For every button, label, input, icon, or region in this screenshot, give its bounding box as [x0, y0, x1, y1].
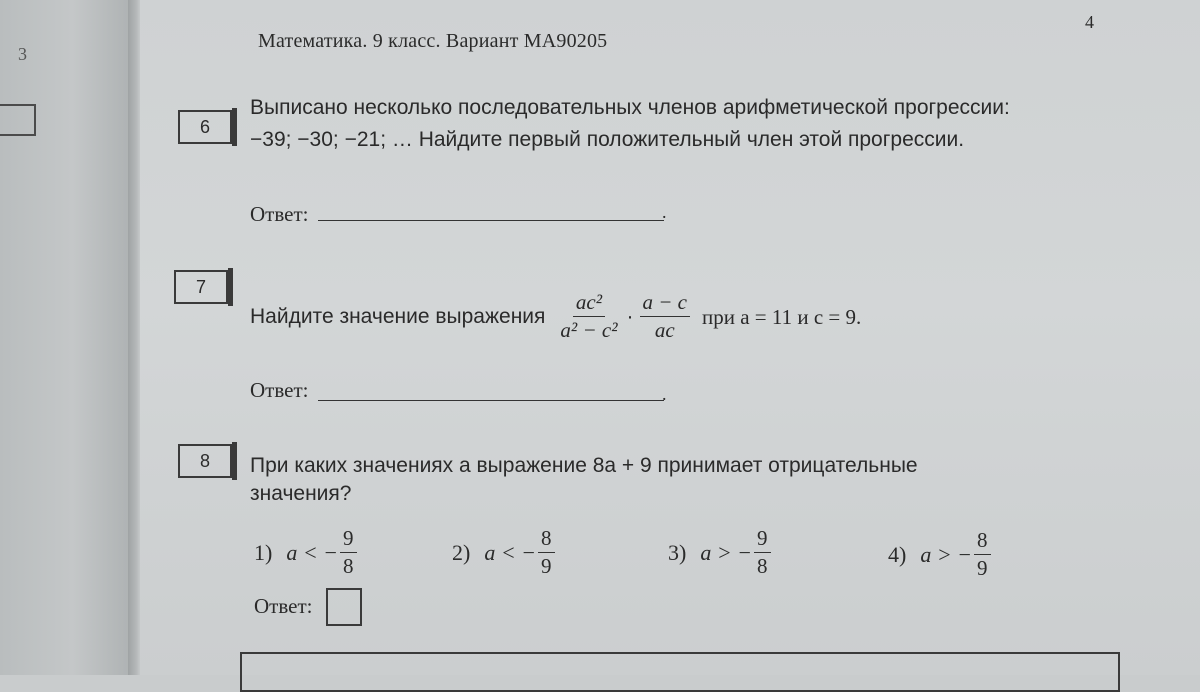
task-6-answer-label: Ответ: — [250, 202, 309, 226]
task-6-answer-period: . — [662, 202, 667, 222]
option-3-fraction — [754, 528, 771, 577]
option-4-denominator: 9 — [977, 556, 988, 580]
option-1-fraction — [340, 528, 357, 577]
task-6-line-2: −39; −30; −21; … Найдите первый положительный член этой прогрессии. — [250, 128, 965, 151]
task-6-line-1: Выписано несколько последовательных членов арифметической прогрессии: — [250, 96, 1010, 119]
task-8-option-3 — [668, 528, 771, 577]
left-page-number: 3 — [18, 44, 27, 64]
option-4-number: 4) — [888, 541, 907, 567]
task-7-answer-field[interactable] — [318, 400, 664, 401]
task-7-multiply-dot: · — [626, 304, 634, 328]
task-6-answer-field[interactable] — [318, 220, 664, 221]
option-2-number: 2) — [452, 539, 471, 565]
option-4-fraction — [974, 530, 991, 579]
task-8-option-4 — [888, 530, 991, 579]
option-3-numerator: 9 — [754, 528, 771, 553]
page-number: 4 — [1085, 12, 1094, 32]
option-2-numerator: 8 — [538, 528, 555, 553]
task-8-option-2 — [452, 528, 555, 577]
task-6-number-box: 6 — [178, 110, 232, 144]
option-2-lhs: a < − — [484, 539, 537, 565]
task-7-number-box: 7 — [174, 270, 228, 304]
task-7-fraction-1-denominator: a² − c² — [560, 318, 618, 342]
option-3-denominator: 8 — [757, 554, 768, 578]
task-7-prefix: Найдите значение выражения — [250, 304, 546, 328]
task-8-option-1 — [254, 528, 357, 577]
option-4-lhs: a > − — [920, 541, 973, 567]
task-8-line-1: При каких значениях a выражение 8a + 9 принимает отрицательные — [250, 454, 918, 477]
page-header: Математика. 9 класс. Вариант МА90205 — [258, 30, 608, 52]
task-8-answer-label: Ответ: — [254, 594, 313, 618]
previous-page — [0, 0, 132, 675]
option-1-number: 1) — [254, 539, 273, 565]
option-2-fraction — [538, 528, 555, 577]
left-page-answer-box — [0, 104, 36, 136]
task-7-fraction-1 — [557, 292, 620, 341]
task-7-suffix: при a = 11 и c = 9. — [702, 304, 862, 329]
task-7-fraction-2-denominator: ac — [654, 318, 675, 342]
task-7-statement — [250, 292, 861, 341]
task-7-answer-label: Ответ: — [250, 378, 309, 402]
task-7-answer-period: . — [662, 384, 667, 404]
option-3-lhs: a > − — [700, 539, 753, 565]
task-8-line-2: значения? — [250, 482, 352, 505]
task-7-number-bar — [228, 268, 233, 306]
option-2-denominator: 9 — [541, 554, 552, 578]
task-6-number-bar — [232, 108, 237, 146]
option-3-number: 3) — [668, 539, 687, 565]
task-8-answer-box[interactable] — [326, 588, 362, 626]
option-1-numerator: 9 — [340, 528, 357, 553]
task-7-fraction-1-numerator: ac² — [573, 292, 605, 317]
option-1-lhs: a < − — [286, 539, 339, 565]
task-7-fraction-2 — [640, 292, 691, 341]
option-1-denominator: 8 — [343, 554, 354, 578]
option-4-numerator: 8 — [974, 530, 991, 555]
task-8-number-bar — [232, 442, 237, 480]
task-8-number-box: 8 — [178, 444, 232, 478]
task-7-fraction-2-numerator: a − c — [640, 292, 691, 317]
next-task-frame — [240, 652, 1120, 692]
